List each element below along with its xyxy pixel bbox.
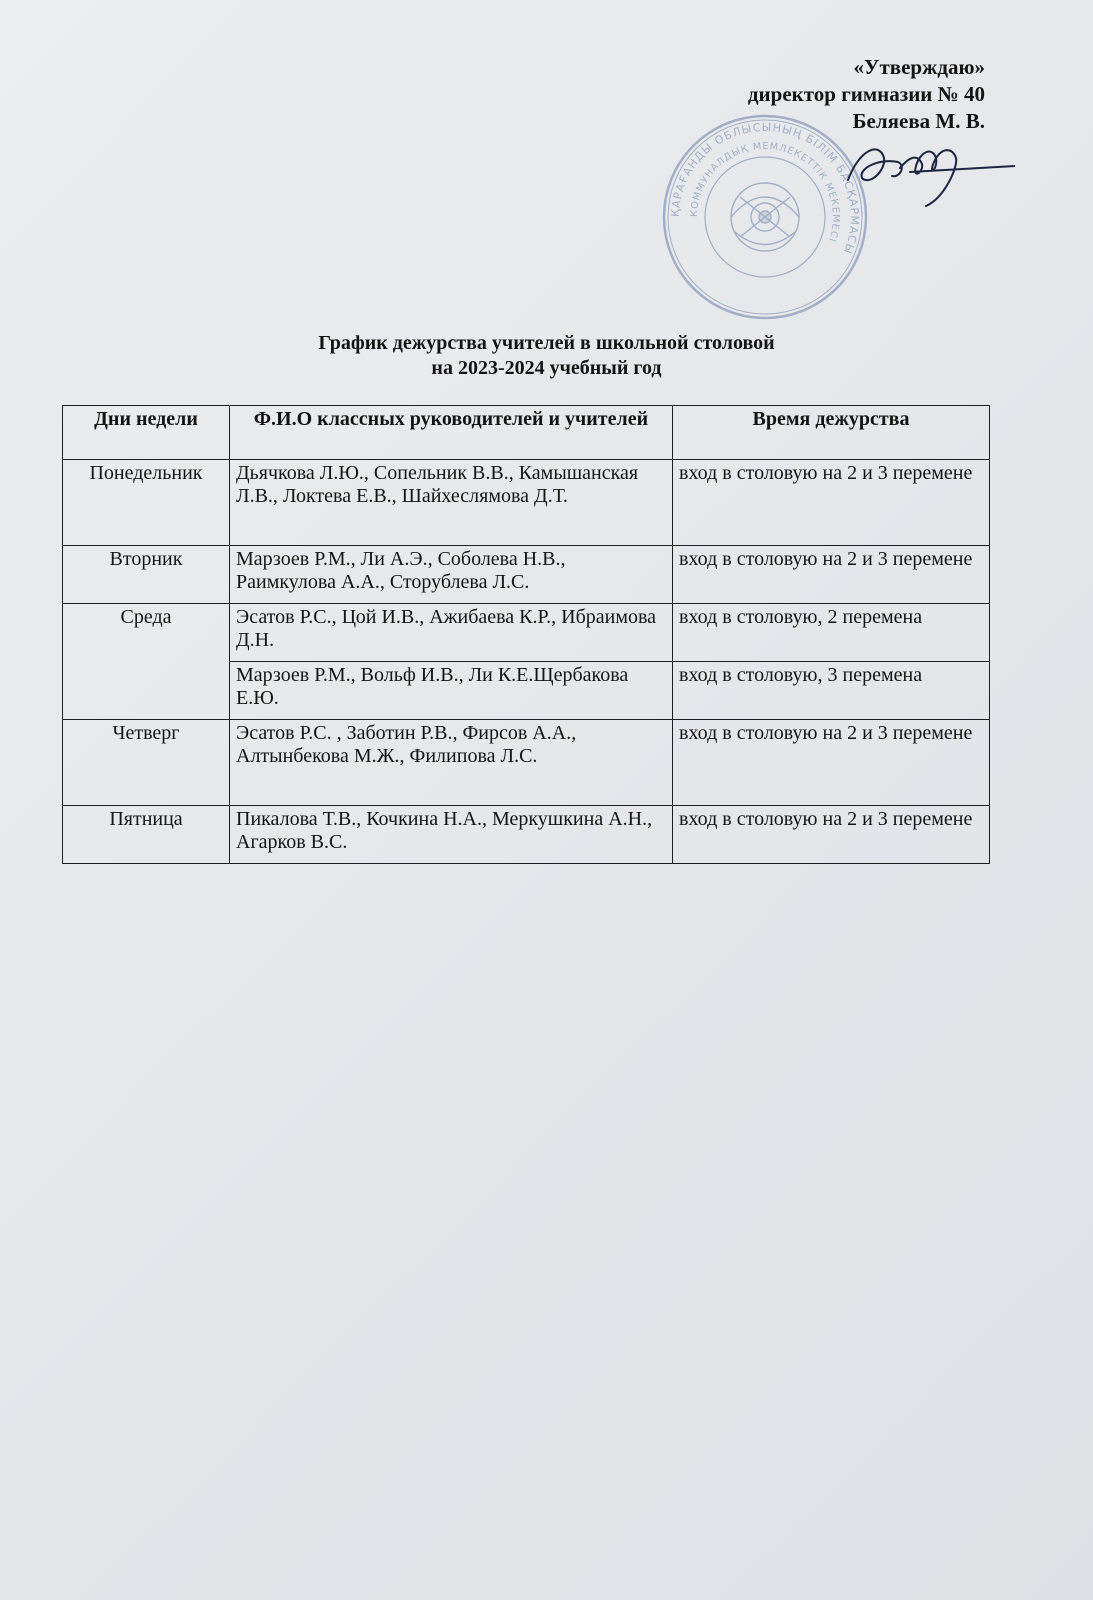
- time-cell: вход в столовую на 2 и 3 перемене: [673, 720, 990, 806]
- approval-label: «Утверждаю»: [853, 55, 985, 79]
- time-cell: вход в столовую на 2 и 3 перемене: [673, 546, 990, 604]
- table-row: [63, 806, 990, 864]
- header-day: Дни недели: [63, 406, 230, 460]
- table-row: [63, 720, 990, 806]
- time-cell: вход в столовую, 2 перемена: [673, 604, 990, 662]
- time-cell: вход в столовую на 2 и 3 перемене: [673, 460, 990, 546]
- time-cell: вход в столовую, 3 перемена: [673, 662, 990, 720]
- table-row: [63, 460, 990, 546]
- document-title: [0, 331, 1093, 381]
- table-row: [63, 604, 990, 662]
- table-row: [63, 546, 990, 604]
- title-line-1: График дежурства учителей в школьной столовой: [318, 332, 775, 354]
- header-time: Время дежурства: [673, 406, 990, 460]
- teachers-cell: Эсатов Р.С., Цой И.В., Ажибаева К.Р., Ибраимова Д.Н.: [230, 604, 673, 662]
- day-cell: Понедельник: [63, 460, 230, 546]
- svg-text:ҚАРАҒАНДЫ ОБЛЫСЫНЫҢ БІЛІМ БАСҚ: ҚАРАҒАНДЫ ОБЛЫСЫНЫҢ БІЛІМ БАСҚАРМАСЫ: [668, 120, 862, 257]
- official-seal-stamp: [660, 112, 870, 322]
- teachers-cell: Пикалова Т.В., Кочкина Н.А., Меркушкина А.Н., Агарков В.С.: [230, 806, 673, 864]
- emblem-icon: [731, 183, 799, 251]
- teachers-cell: Марзоев Р.М., Ли А.Э., Соболева Н.В., Раимкулова А.А., Сторублева Л.С.: [230, 546, 673, 604]
- day-cell: Среда: [63, 604, 230, 720]
- duty-schedule-table: [62, 405, 990, 864]
- header-teachers: Ф.И.О классных руководителей и учителей: [230, 406, 673, 460]
- day-cell: Вторник: [63, 546, 230, 604]
- signature: [840, 128, 1015, 210]
- approval-position: директор гимназии № 40: [747, 82, 985, 106]
- approval-name: Беляева М. В.: [852, 109, 985, 133]
- day-cell: Пятница: [63, 806, 230, 864]
- title-line-2: на 2023-2024 учебный год: [431, 357, 662, 379]
- teachers-cell: Марзоев Р.М., Вольф И.В., Ли К.Е.Щербакова Е.Ю.: [230, 662, 673, 720]
- teachers-cell: Дьячкова Л.Ю., Сопельник В.В., Камышанская Л.В., Локтева Е.В., Шайхеслямова Д.Т.: [230, 460, 673, 546]
- teachers-cell: Эсатов Р.С. , Заботин Р.В., Фирсов А.А., Алтынбекова М.Ж., Филипова Л.С.: [230, 720, 673, 806]
- table-header-row: [63, 406, 990, 460]
- svg-text:КОММУНАЛДЫҚ МЕМЛЕКЕТТІК МЕКЕМЕ: КОММУНАЛДЫҚ МЕМЛЕКЕТТІК МЕКЕМЕСІ: [688, 140, 842, 244]
- approval-block: [748, 54, 985, 135]
- day-cell: Четверг: [63, 720, 230, 806]
- time-cell: вход в столовую на 2 и 3 перемене: [673, 806, 990, 864]
